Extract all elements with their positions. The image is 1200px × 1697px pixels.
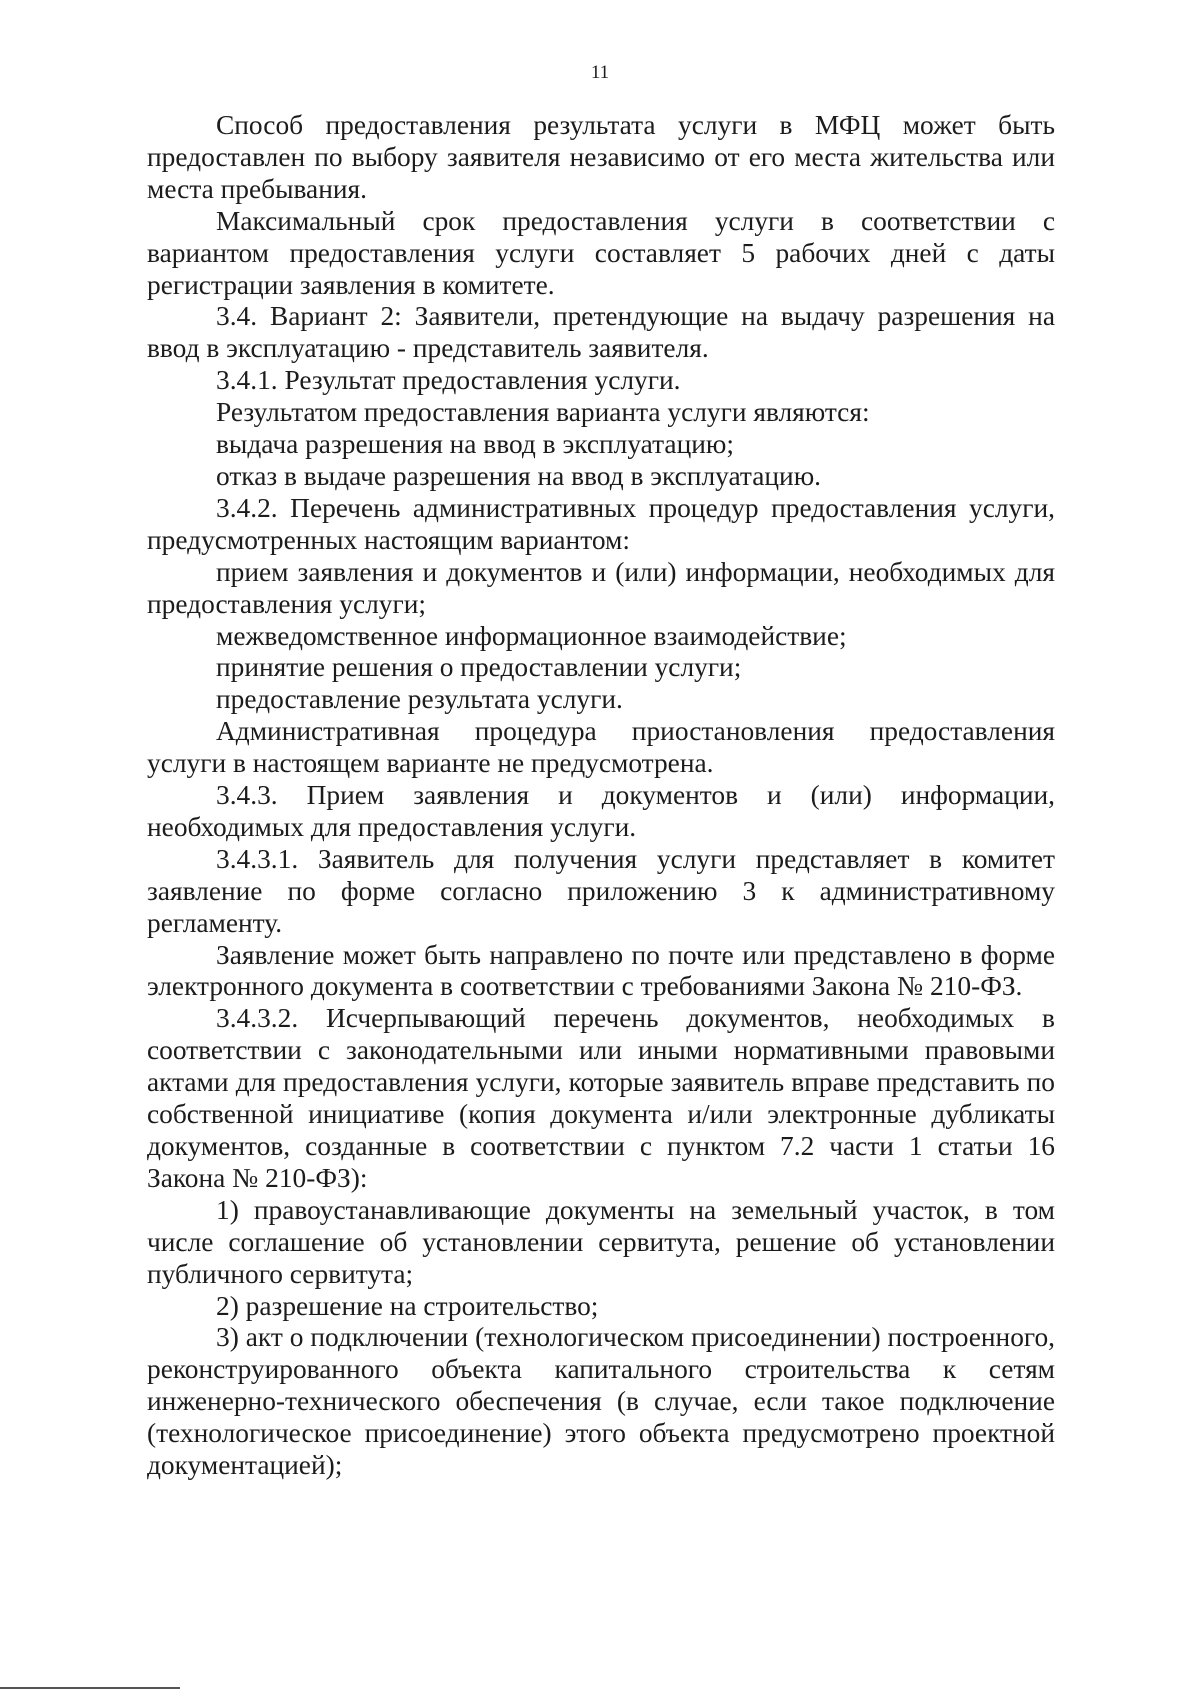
paragraph-max-term: Максимальный срок предоставления услуги в соответствии с вариантом предоставления услуги составляет 5 рабочих дней с даты регистрации заявления в комитете. <box>147 205 1055 300</box>
paragraph-procedure-reception: прием заявления и документов и (или) информации, необходимых для предоставления услуги; <box>147 556 1055 619</box>
paragraph-application-sending: Заявление может быть направлено по почте или представлено в форме электронного документа в соответствии с требованиями Закона № 210-ФЗ. <box>147 939 1055 1002</box>
list-item-1: 1) правоустанавливающие документы на земельный участок, в том числе соглашение об установлении сервитута, решение об установлении публичного сервитута; <box>147 1194 1055 1289</box>
paragraph-procedure-result: предоставление результата услуги. <box>216 684 623 715</box>
document-body <box>147 110 1055 1482</box>
paragraph-result-delivery-method: Способ предоставления результата услуги в МФЦ может быть предоставлен по выбору заявителя независимо от его места жительства или места пребывания. <box>147 110 1055 204</box>
list-item-2: 2) разрешение на строительство; <box>216 1290 599 1321</box>
paragraph-section-3-4-3: 3.4.3. Прием заявления и документов и (или) информации, необходимых для предоставления услуги. <box>147 780 1055 842</box>
paragraph-section-3-4-3-2: 3.4.3.2. Исчерпывающий перечень документов, необходимых в соответствии с законодательными или иными нормативными правовыми актами для предоставления услуги, которые заявитель вправе представить по собственной инициативе (копия документа и/или электронные дубликаты документов, созданные в соответствии с пунктом 7.2 части 1 статьи 16 Закона № 210-ФЗ): <box>147 1003 1055 1193</box>
paragraph-section-3-4-2: 3.4.2. Перечень административных процедур предоставления услуги, предусмотренных настоящим вариантом: <box>147 492 1055 555</box>
paragraph-section-3-4-1: 3.4.1. Результат предоставления услуги. <box>216 365 681 396</box>
page-number: 11 <box>590 62 610 83</box>
list-item-3: 3) акт о подключении (технологическом присоединении) построенного, реконструированного объекта капитального строительства к сетям инженерно-технического обеспечения (в случае, если такое подключение (технологическое присоединение) этого объекта предусмотрено проектной документацией); <box>147 1322 1055 1481</box>
paragraph-no-suspension: Административная процедура приостановления предоставления услуги в настоящем варианте не предусмотрена. <box>147 716 1055 779</box>
paragraph-section-3-4-3-1: 3.4.3.1. Заявитель для получения услуги представляет в комитет заявление по форме согласно приложению 3 к административному регламенту. <box>147 843 1055 938</box>
paragraph-result-issue: выдача разрешения на ввод в эксплуатацию; <box>216 429 734 460</box>
paragraph-result-refusal: отказ в выдаче разрешения на ввод в эксплуатацию. <box>216 460 821 491</box>
paragraph-results-intro: Результатом предоставления варианта услуги являются: <box>216 397 870 428</box>
bottom-divider <box>0 1687 180 1689</box>
paragraph-section-3-4: 3.4. Вариант 2: Заявители, претендующие на выдачу разрешения на ввод в эксплуатацию - представитель заявителя. <box>147 301 1055 364</box>
paragraph-procedure-interagency: межведомственное информационное взаимодействие; <box>216 620 847 651</box>
paragraph-procedure-decision: принятие решения о предоставлении услуги; <box>216 652 742 683</box>
